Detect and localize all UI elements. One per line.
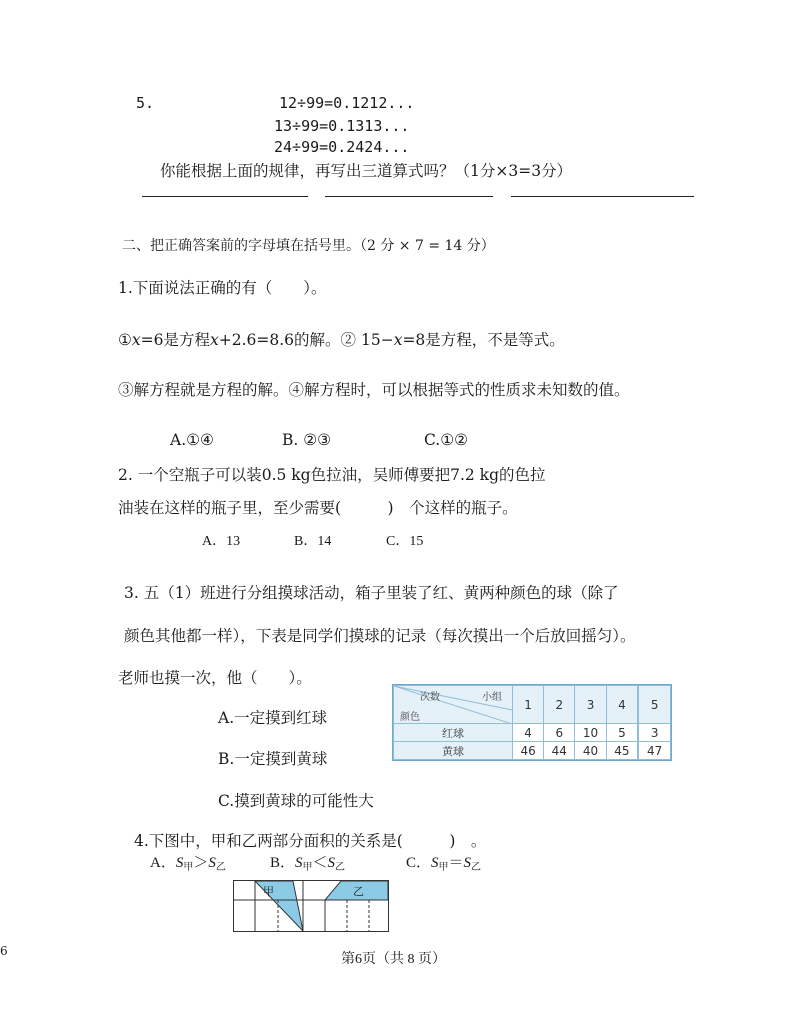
q4-option-c[interactable]: C．$S_甲=S_乙$ — [406, 855, 482, 873]
table-cell: 5 — [606, 724, 638, 742]
q3-line-1: 3. 五（1）班进行分组摸球活动，箱子里装了红、黄两种颜色的球（除了 — [124, 584, 619, 602]
answer-blank-2[interactable] — [325, 196, 493, 197]
table-cell: 4 — [513, 724, 544, 742]
q3-line-2: 颜色其他都一样），下表是同学们摸球的记录（每次摸出一个后放回摇匀）。 — [124, 627, 636, 645]
table-row — [394, 724, 671, 742]
table-cell: 45 — [606, 742, 638, 760]
q4-stem: 4.下图中，甲和乙两部分面积的关系是( ) 。 — [134, 832, 487, 850]
table-row — [394, 742, 671, 760]
q5-number: 5. — [136, 94, 155, 112]
answer-blank-3[interactable] — [511, 196, 694, 197]
row-label-yellow: 黄球 — [394, 742, 513, 760]
group-header: 5 — [638, 686, 670, 724]
answer-blank-1[interactable] — [142, 196, 308, 197]
q1-option-c[interactable]: C.①② — [424, 431, 469, 449]
q2-line-2: 油装在这样的瓶子里，至少需要( ) 个这样的瓶子。 — [118, 499, 518, 517]
group-header: 2 — [544, 686, 575, 724]
q3-option-b[interactable]: B.一定摸到黄球 — [218, 750, 328, 768]
q3-option-c[interactable]: C.摸到黄球的可能性大 — [218, 792, 374, 810]
corner-label-group: 小组 — [482, 692, 502, 703]
table-cell: 3 — [638, 724, 670, 742]
group-header: 4 — [606, 686, 638, 724]
corner-label-count: 次数 — [420, 692, 440, 703]
q4-option-a[interactable]: A．$S_甲>S_乙$ — [150, 855, 226, 873]
ball-record-table — [392, 684, 672, 761]
group-header: 1 — [513, 686, 544, 724]
group-header: 3 — [575, 686, 606, 724]
figure-label-yi: 乙 — [353, 885, 364, 898]
table-cell: 46 — [513, 742, 544, 760]
q4-option-b[interactable]: B．$S_甲<S_乙$ — [270, 855, 346, 873]
q5-equation-2: 13÷99=0.1313... — [274, 117, 410, 135]
table-cell: 44 — [544, 742, 575, 760]
table-cell: 40 — [575, 742, 606, 760]
q4-area-figure — [233, 880, 389, 932]
q1-option-a[interactable]: A.①④ — [170, 431, 214, 449]
q2-option-a[interactable]: A．13 — [202, 534, 241, 549]
q1-statement-line-2: ③解方程就是方程的解。④解方程时，可以根据等式的性质求未知数的值。 — [118, 381, 630, 399]
q3-option-a[interactable]: A.一定摸到红球 — [218, 709, 328, 727]
q3-line-3: 老师也摸一次，他（ ）。 — [118, 669, 312, 687]
margin-page-number: 6 — [0, 944, 8, 958]
q1-option-b[interactable]: B. ②③ — [282, 431, 332, 449]
q2-option-b[interactable]: B．14 — [294, 534, 332, 549]
q5-equation-3: 24÷99=0.2424... — [274, 138, 410, 156]
q1-statement-line-1: ①x=6是方程x+2.6=8.6的解。② 15−x=8是方程，不是等式。 — [118, 331, 565, 349]
table-cell: 10 — [575, 724, 606, 742]
corner-label-color: 颜色 — [400, 712, 420, 723]
section-2-title: 二、把正确答案前的字母填在括号里。（2 分 × 7 = 14 分） — [122, 238, 495, 254]
q2-line-1: 2. 一个空瓶子可以装0.5 kg色拉油，吴师傅要把7.2 kg的色拉 — [118, 466, 546, 484]
q2-option-c[interactable]: C．15 — [386, 534, 424, 549]
page-footer: 第6页（共 8 页） — [341, 952, 446, 967]
q1-stem: 1.下面说法正确的有（ ）。 — [118, 279, 327, 297]
figure-label-jia: 甲 — [263, 885, 274, 898]
table-cell: 6 — [544, 724, 575, 742]
q5-prompt: 你能根据上面的规律，再写出三道算式吗？（1分×3=3分） — [160, 162, 573, 180]
q5-equation-1: 12÷99=0.1212... — [279, 94, 415, 112]
table-corner-cell — [394, 686, 513, 724]
table-cell: 47 — [638, 742, 670, 760]
row-label-red: 红球 — [394, 724, 513, 742]
